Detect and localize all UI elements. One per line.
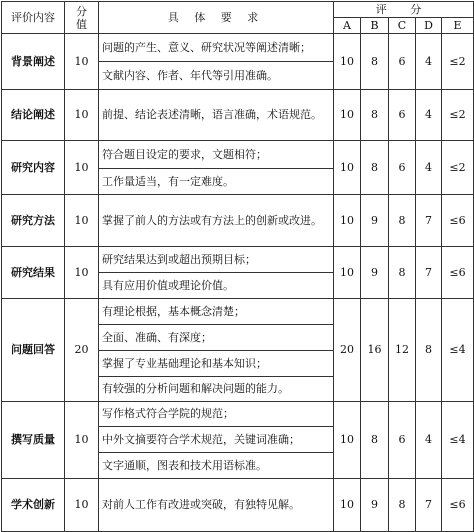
score-b: 8 — [361, 34, 389, 90]
evaluation-table — [1, 1, 474, 532]
requirement-line: 掌握了前人的方法或有方法上的创新或改进。 — [99, 195, 334, 247]
header-criteria: 评价内容 — [2, 2, 65, 34]
criterion-cell: 背景阐述 — [2, 34, 65, 90]
score-d: 7 — [416, 247, 442, 299]
criterion-cell: 结论阐述 — [2, 90, 65, 141]
requirement-line: 全面、准确、有深度； — [99, 325, 334, 351]
header-weight — [65, 2, 99, 34]
score-a: 10 — [334, 34, 361, 90]
score-e: ≤6 — [442, 247, 474, 299]
score-d: 4 — [416, 141, 442, 195]
header-weight-line2: 值 — [76, 17, 87, 31]
requirement-line: 文字通顺，图表和技术用语标准。 — [99, 453, 334, 479]
criterion-cell: 研究方法 — [2, 195, 65, 247]
requirement-line: 研究结果达到或超出预期目标； — [99, 247, 334, 273]
score-a: 10 — [334, 195, 361, 247]
score-e: ≤6 — [442, 195, 474, 247]
criterion-cell: 研究结果 — [2, 247, 65, 299]
weight-cell: 20 — [65, 299, 99, 402]
score-a: 10 — [334, 479, 361, 532]
criterion-cell: 问题回答 — [2, 299, 65, 402]
grade-e: E — [442, 18, 474, 34]
score-b: 9 — [361, 195, 389, 247]
requirement-line: 掌握了专业基础理论和基本知识； — [99, 351, 334, 377]
criterion-cell: 撰写质量 — [2, 402, 65, 479]
score-c: 12 — [389, 299, 416, 402]
requirement-line: 符合题目设定的要求，文题相符； — [99, 141, 334, 169]
score-a: 10 — [334, 402, 361, 479]
requirement-line: 有较强的分析问题和解决问题的能力。 — [99, 377, 334, 402]
score-c: 6 — [389, 402, 416, 479]
requirement-line: 写作格式符合学院的规范； — [99, 402, 334, 427]
criterion-cell: 学术创新 — [2, 479, 65, 532]
score-d: 7 — [416, 195, 442, 247]
score-a: 10 — [334, 247, 361, 299]
score-e: ≤4 — [442, 402, 474, 479]
score-a: 20 — [334, 299, 361, 402]
score-c: 8 — [389, 195, 416, 247]
score-d: 4 — [416, 34, 442, 90]
grade-c: C — [389, 18, 416, 34]
score-b: 8 — [361, 402, 389, 479]
score-b: 8 — [361, 141, 389, 195]
score-c: 6 — [389, 90, 416, 141]
score-d: 4 — [416, 90, 442, 141]
score-b: 9 — [361, 479, 389, 532]
score-a: 10 — [334, 141, 361, 195]
weight-cell: 10 — [65, 247, 99, 299]
header-weight-line1: 分 — [76, 4, 87, 18]
requirement-line: 文献内容、作者、年代等引用准确。 — [99, 62, 334, 90]
criterion-cell: 研究内容 — [2, 141, 65, 195]
grade-b: B — [361, 18, 389, 34]
score-c: 8 — [389, 479, 416, 532]
requirement-line: 具有应用价值或理论价值。 — [99, 273, 334, 299]
requirement-line: 问题的产生、意义、研究状况等阐述清晰； — [99, 34, 334, 62]
score-c: 6 — [389, 141, 416, 195]
score-d: 8 — [416, 299, 442, 402]
score-c: 6 — [389, 34, 416, 90]
score-c: 8 — [389, 247, 416, 299]
score-e: ≤2 — [442, 90, 474, 141]
weight-cell: 10 — [65, 34, 99, 90]
score-e: ≤4 — [442, 299, 474, 402]
requirement-line: 前提、结论表述清晰，语言准确，术语规范。 — [99, 90, 334, 141]
grade-a: A — [334, 18, 361, 34]
score-e: ≤2 — [442, 34, 474, 90]
requirement-line: 对前人工作有改进或突破，有独特见解。 — [99, 479, 334, 532]
score-e: ≤6 — [442, 479, 474, 532]
requirement-line: 中外文摘要符合学术规范，关键词准确； — [99, 427, 334, 453]
score-a: 10 — [334, 90, 361, 141]
weight-cell: 10 — [65, 90, 99, 141]
weight-cell: 10 — [65, 195, 99, 247]
grade-d: D — [416, 18, 442, 34]
requirement-line: 工作量适当，有一定难度。 — [99, 169, 334, 195]
weight-cell: 10 — [65, 479, 99, 532]
score-b: 16 — [361, 299, 389, 402]
weight-cell: 10 — [65, 402, 99, 479]
score-b: 8 — [361, 90, 389, 141]
score-d: 4 — [416, 402, 442, 479]
score-e: ≤2 — [442, 141, 474, 195]
weight-cell: 10 — [65, 141, 99, 195]
score-d: 7 — [416, 479, 442, 532]
score-b: 9 — [361, 247, 389, 299]
header-scoring: 评 分 — [334, 2, 474, 18]
requirement-line: 有理论根据，基本概念清楚； — [99, 299, 334, 325]
header-requirements: 具 体 要 求 — [99, 2, 334, 34]
